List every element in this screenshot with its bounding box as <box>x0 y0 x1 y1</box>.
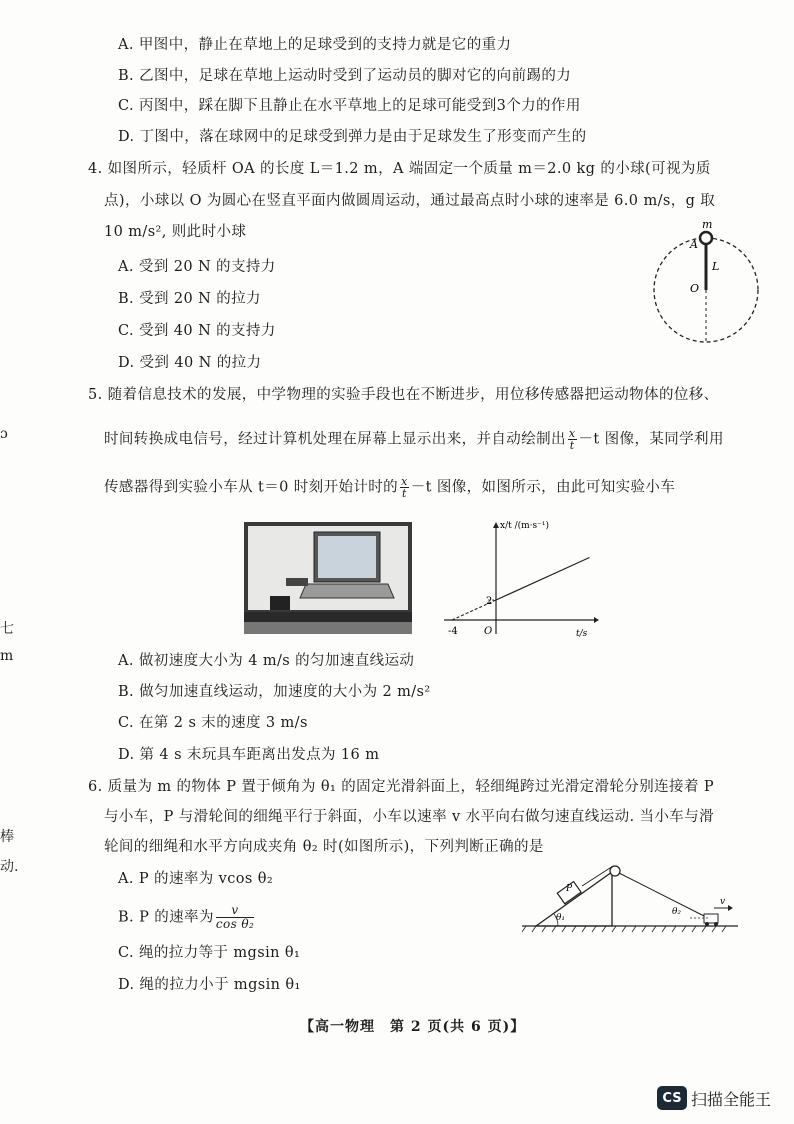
q5-stem-line1: 5. 随着信息技术的发展，中学物理的实验手段也在不断进步，用位移传感器把运动物体的位移、 <box>88 387 719 403</box>
q4-option-a: A. 受到 20 N 的支持力 <box>118 259 276 275</box>
q6-option-c: C. 绳的拉力等于 mgsin θ₁ <box>118 945 301 961</box>
q5-option-c: C. 在第 2 s 末的速度 3 m/s <box>118 715 308 731</box>
y-tick-label: 2 <box>486 596 493 607</box>
y-axis-arrow <box>493 522 499 528</box>
q5-stem-line2: 时间转换成电信号，经过计算机处理在屏幕上显示出来，并自动绘制出 $\frac{x}{t}$ －t 图像，某同学利用 <box>104 427 724 452</box>
x-axis-label: t/s <box>576 629 588 639</box>
q6-option-d: D. 绳的拉力小于 mgsin θ₁ <box>118 977 301 993</box>
scanner-watermark <box>657 1086 771 1110</box>
q5-experiment-photo <box>244 522 412 634</box>
q4-fig-o: O <box>690 282 700 295</box>
q3-option-a: A. 甲图中，静止在草地上的足球受到的支持力就是它的重力 <box>118 37 512 53</box>
q6-option-a: A. P 的速率为 vcos θ₂ <box>118 871 274 887</box>
q6-fig-p: P <box>566 884 573 894</box>
margin-mark: 动. <box>0 859 19 875</box>
camscanner-logo-icon: CS <box>657 1086 687 1110</box>
q4-fig-l: L <box>712 260 720 273</box>
q4-option-c: C. 受到 40 N 的支持力 <box>118 323 276 339</box>
q4-option-d: D. 受到 40 N 的拉力 <box>118 355 262 371</box>
q3-option-b: B. 乙图中，足球在草地上运动时受到了运动员的脚对它的向前踢的力 <box>118 68 572 84</box>
x-axis-arrow <box>594 617 599 623</box>
margin-mark: 七 <box>0 621 14 637</box>
q4-stem-line3: 10 m/s², 则此时小球 <box>104 224 247 240</box>
q4-fig-m: m <box>702 218 713 231</box>
q4-stem-line1: 4. 如图所示，轻质杆 OA 的长度 L＝1.2 m，A 端固定一个质量 m＝2.0 kg 的小球(可视为质 <box>88 161 711 177</box>
q6-fig-theta2: θ₂ <box>672 907 682 917</box>
x-tick-label: -4 <box>448 626 458 637</box>
q4-fig-a: A <box>690 238 698 251</box>
q3-option-c: C. 丙图中，踩在脚下且静止在水平草地上的足球可能受到3个力的作用 <box>118 98 581 114</box>
q5-stem-line3: 传感器得到实验小车从 t＝0 时刻开始计时的 $\frac{x}{t}$ －t 图像，如图所示，由此可知实验小车 <box>104 475 676 500</box>
q6-fig-v: v <box>720 897 726 907</box>
q4-circular-motion-figure <box>648 218 768 348</box>
q5-option-d: D. 第 4 s 末玩具车距离出发点为 16 m <box>118 747 380 763</box>
margin-mark: 棒 <box>0 829 14 845</box>
page-footer: 【高一物理 第 2 页(共 6 页)】 <box>300 1019 526 1035</box>
q5-xt-t-chart <box>440 516 600 640</box>
q4-option-b: B. 受到 20 N 的拉力 <box>118 291 261 307</box>
data-line-measured <box>496 558 590 601</box>
origin-label: O <box>484 626 493 637</box>
margin-mark: ɔ <box>0 426 8 442</box>
q6-incline-pulley-figure <box>522 856 738 936</box>
margin-mark: m <box>0 648 14 664</box>
q6-stem-line1: 6. 质量为 m 的物体 P 置于倾角为 θ₁ 的固定光滑斜面上，轻细绳跨过光滑定滑轮分别连接着 P <box>88 779 715 795</box>
q6-fig-theta1: θ₁ <box>556 913 566 923</box>
watermark-text: 扫描全能王 <box>691 1089 772 1109</box>
y-axis-label: x/t /(m·s⁻¹) <box>500 521 550 531</box>
q6-stem-line3: 轮间的细绳和水平方向成夹角 θ₂ 时(如图所示)，下列判断正确的是 <box>104 839 544 855</box>
q5-option-b: B. 做匀加速直线运动，加速度的大小为 2 m/s² <box>118 684 431 700</box>
q3-option-d: D. 丁图中，落在球网中的足球受到弹力是由于足球发生了形变而产生的 <box>118 129 587 145</box>
q5-option-a: A. 做初速度大小为 4 m/s 的匀加速直线运动 <box>118 653 415 669</box>
q6-option-b: B. P 的速率为 $\frac{v}{\text{cos θ₂}}$ <box>118 903 255 931</box>
q4-stem-line2: 点)，小球以 O 为圆心在竖直平面内做圆周运动，通过最高点时小球的速率是 6.0 m/s，g 取 <box>104 193 716 209</box>
q6-stem-line2: 与小车，P 与滑轮间的细绳平行于斜面，小车以速率 v 水平向右做匀速直线运动. 当小车与滑 <box>104 809 714 825</box>
